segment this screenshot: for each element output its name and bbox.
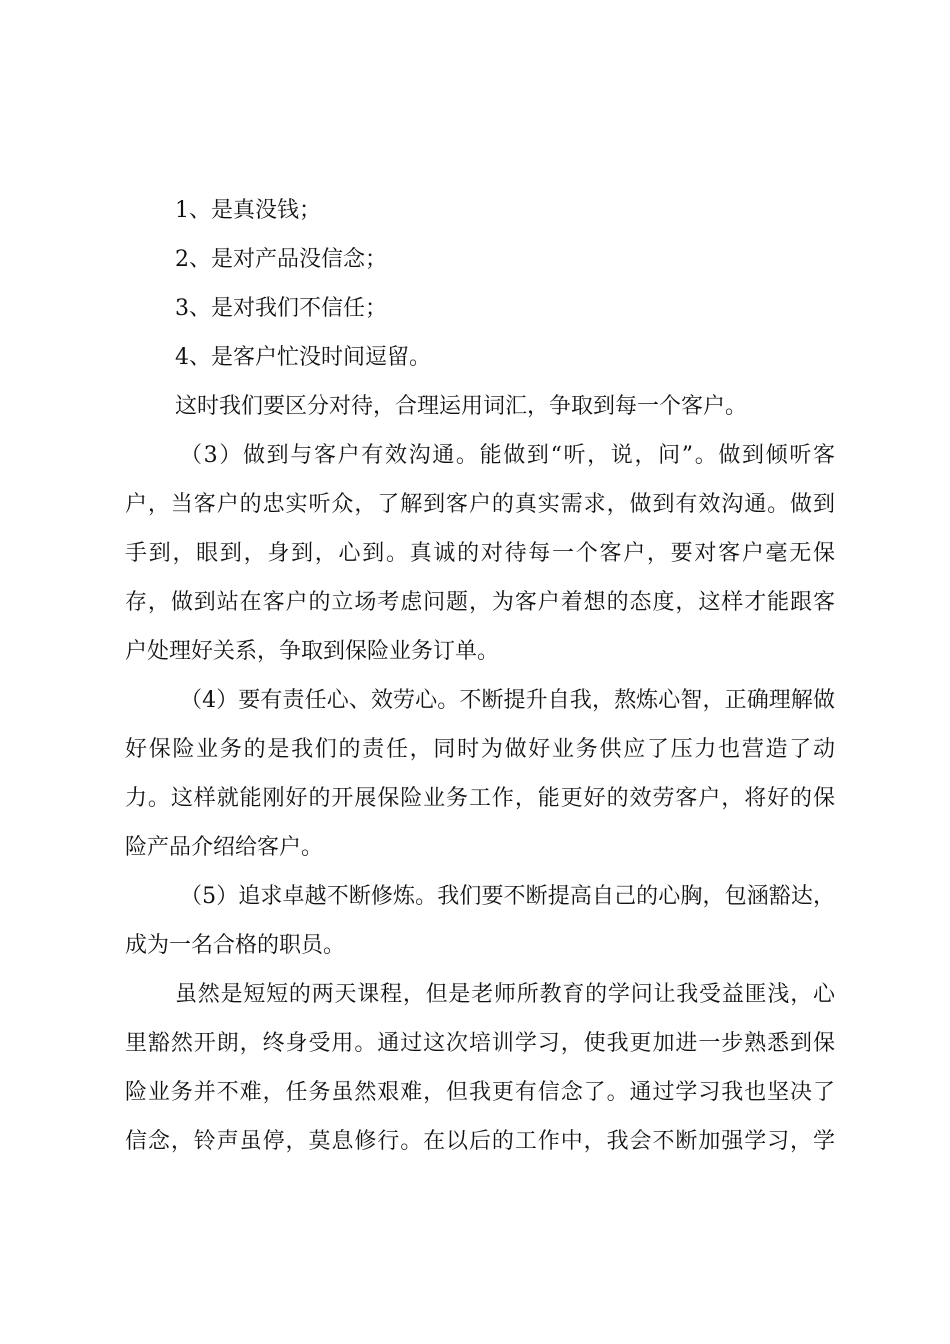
paragraph-distinguish: 这时我们要区分对待，合理运用词汇，争取到每一个客户。 [175, 394, 748, 419]
paragraph-4-line-4: 险产品介绍给客户。 [125, 835, 324, 860]
paragraph-3-line-5: 户处理好关系，争取到保险业务订单。 [125, 639, 500, 664]
paragraph-5-line-1: （5）追求卓越不断修炼。我们要不断提高自己的心胸，包涵豁达， [180, 884, 835, 909]
paragraph-conclusion-line-3: 险业务并不难，任务虽然艰难，但我更有信念了。通过学习我也坚决了 [125, 1080, 835, 1105]
paragraph-conclusion-line-2: 里豁然开朗，终身受用。通过这次培训学习，使我更加进一步熟悉到保 [125, 1031, 835, 1056]
paragraph-conclusion-line-4: 信念，铃声虽停，莫息修行。在以后的工作中，我会不断加强学习，学 [125, 1129, 835, 1154]
document-body [125, 186, 835, 1166]
list-item-3: 3、是对我们不信任； [175, 296, 387, 321]
paragraph-4-line-3: 力。这样就能刚好的开展保险业务工作，能更好的效劳客户，将好的保 [125, 786, 835, 811]
list-item-1: 1、是真没钱； [175, 198, 321, 223]
paragraph-3-line-3: 手到，眼到，身到，心到。真诚的对待每一个客户，要对客户毫无保 [125, 541, 835, 566]
list-item-2: 2、是对产品没信念； [175, 247, 387, 272]
paragraph-5-line-2: 成为一名合格的职员。 [125, 933, 346, 958]
paragraph-4-line-2: 好保险业务的是我们的责任，同时为做好业务供应了压力也营造了动 [125, 737, 835, 762]
paragraph-3-line-1: （3）做到与客户有效沟通。能做到“听，说，问”。做到倾听客 [180, 443, 835, 468]
paragraph-conclusion-line-1: 虽然是短短的两天课程，但是老师所教育的学问让我受益匪浅，心 [175, 982, 835, 1007]
paragraph-4-line-1: （4）要有责任心、效劳心。不断提升自我，熬炼心智，正确理解做 [180, 688, 835, 713]
paragraph-3-line-4: 存，做到站在客户的立场考虑问题，为客户着想的态度，这样才能跟客 [125, 590, 835, 615]
paragraph-3-line-2: 户，当客户的忠实听众，了解到客户的真实需求，做到有效沟通。做到 [125, 492, 835, 517]
list-item-4: 4、是客户忙没时间逗留。 [175, 345, 431, 370]
